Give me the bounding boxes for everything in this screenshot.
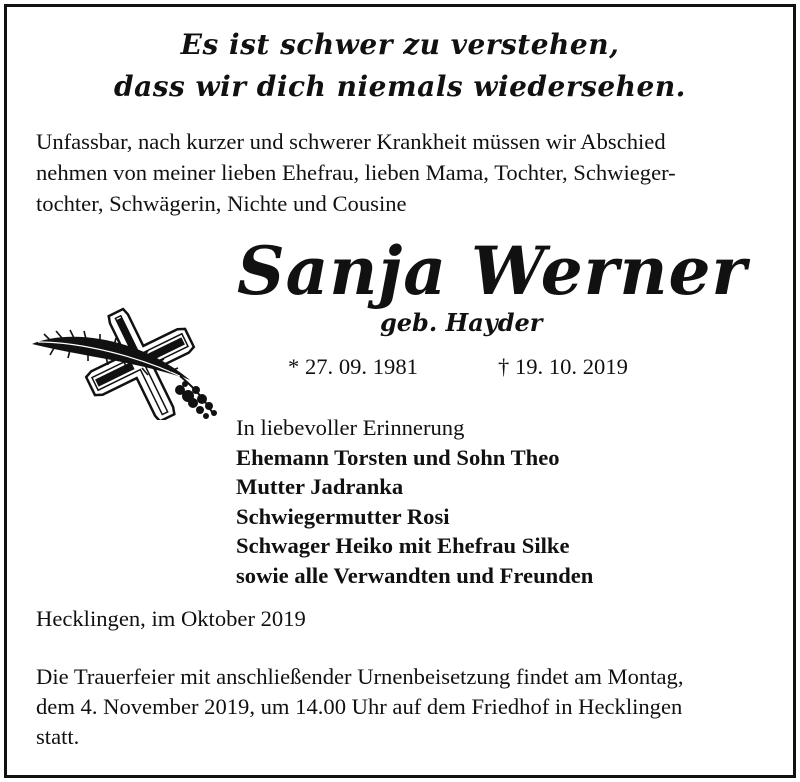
maiden-name: geb. Hayder bbox=[380, 308, 543, 337]
funeral-line-3: statt. bbox=[36, 724, 80, 749]
motto-line-2: dass wir dich niemals wiedersehen. bbox=[114, 70, 686, 103]
deceased-name: Sanja Werner bbox=[237, 232, 748, 310]
mourners-intro: In liebevoller Erinnerung bbox=[236, 415, 465, 440]
mourner-line: Schwiegermutter Rosi bbox=[236, 503, 450, 529]
mourners-list bbox=[236, 413, 593, 590]
funeral-line-2: dem 4. November 2019, um 14.00 Uhr auf dem Friedhof in Hecklingen bbox=[36, 694, 683, 719]
funeral-line-1: Die Trauerfeier mit anschließender Urnenbeisetzung findet am Montag, bbox=[36, 664, 684, 689]
intro-text bbox=[36, 126, 776, 219]
mourner-line: Ehemann Torsten und Sohn Theo bbox=[236, 444, 560, 470]
place-and-date: Hecklingen, im Oktober 2019 bbox=[36, 606, 306, 631]
motto-line-1: Es ist schwer zu verstehen, bbox=[180, 28, 620, 61]
mourner-line: Mutter Jadranka bbox=[236, 474, 404, 499]
cross-with-palm-frond-icon bbox=[30, 300, 225, 420]
funeral-info bbox=[36, 662, 776, 752]
mourner-line: Schwager Heiko mit Ehefrau Silke bbox=[236, 533, 570, 558]
intro-line-2: nehmen von meiner lieben Ehefrau, lieben Mama, Tochter, Schwieger- bbox=[36, 160, 676, 185]
birth-date: * 27. 09. 1981 bbox=[288, 354, 418, 379]
intro-line-3: tochter, Schwägerin, Nichte und Cousine bbox=[36, 191, 407, 216]
death-date: † 19. 10. 2019 bbox=[498, 354, 628, 379]
intro-line-1: Unfassbar, nach kurzer und schwerer Krankheit müssen wir Abschied bbox=[36, 129, 666, 154]
mourner-line: sowie alle Verwandten und Freunden bbox=[236, 562, 594, 588]
